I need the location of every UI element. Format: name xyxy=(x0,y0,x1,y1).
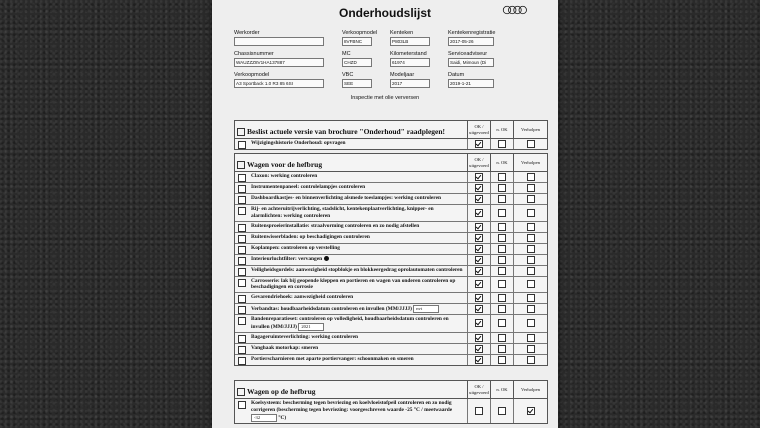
checklist-item xyxy=(235,355,467,365)
checkbox-cell-fix xyxy=(513,194,547,204)
field-label: VBC xyxy=(342,72,354,78)
item-text: Gevarendriehoek: aanwezigheid controleren xyxy=(251,294,354,300)
checkbox-cell-fix xyxy=(513,399,547,423)
checkbox-cell-fix xyxy=(513,244,547,254)
item-checkbox[interactable] xyxy=(238,401,246,409)
field-label: Serviceadviseur xyxy=(448,51,488,57)
checkbox-cell-ok xyxy=(467,172,490,182)
checklist-row xyxy=(235,139,547,149)
item-checkbox[interactable] xyxy=(238,268,246,276)
wagen-voor-hefbrug-section xyxy=(234,153,548,366)
checklist-row xyxy=(235,255,547,266)
item-checkbox[interactable] xyxy=(238,207,246,215)
ok-checkbox[interactable] xyxy=(475,407,483,415)
section-title: Beslist actuele versie van brochure "Onderhoud" raadplegen! xyxy=(247,127,446,136)
checkbox-cell-fix xyxy=(513,293,547,303)
ok-checkbox[interactable] xyxy=(475,195,483,203)
mc-field[interactable]: CHZD xyxy=(342,58,372,67)
checkbox-cell-nok xyxy=(490,222,513,232)
checkbox-cell-fix xyxy=(513,344,547,354)
fix-checkbox[interactable] xyxy=(527,209,535,217)
nok-checkbox[interactable] xyxy=(498,256,506,264)
checkbox-cell-nok xyxy=(490,255,513,265)
checklist-row xyxy=(235,233,547,244)
checkbox-cell-fix xyxy=(513,304,547,314)
item-input-field[interactable]: 2021 xyxy=(298,323,324,331)
item-checkbox[interactable] xyxy=(238,257,246,265)
item-checkbox[interactable] xyxy=(238,306,246,314)
checkbox-cell-nok xyxy=(490,293,513,303)
item-checkbox[interactable] xyxy=(238,224,246,232)
checklist-row xyxy=(235,205,547,222)
checklist-item xyxy=(235,255,467,265)
checklist-item xyxy=(235,183,467,193)
section-header xyxy=(235,381,547,399)
checkbox-cell-fix xyxy=(513,172,547,182)
checkbox-cell-fix xyxy=(513,205,547,221)
checkbox-cell-nok xyxy=(490,205,513,221)
item-checkbox[interactable] xyxy=(238,279,246,287)
checklist-row xyxy=(235,304,547,315)
checklist-row xyxy=(235,222,547,233)
checkbox-cell-fix xyxy=(513,277,547,293)
fix-checkbox[interactable] xyxy=(527,305,535,313)
nok-checkbox[interactable] xyxy=(498,334,506,342)
field-label: MC xyxy=(342,51,351,57)
checkbox-cell-ok xyxy=(467,333,490,343)
checkbox-cell-ok xyxy=(467,139,490,149)
nok-checkbox[interactable] xyxy=(498,184,506,192)
item-text: Carrosserie: lak bij geopende kleppen en portieren en wagen van onderen controleren op beschadigingen en corrosie xyxy=(251,277,456,291)
nok-checkbox[interactable] xyxy=(498,305,506,313)
checklist-row xyxy=(235,355,547,365)
fix-checkbox[interactable] xyxy=(527,256,535,264)
checklist-row xyxy=(235,333,547,344)
checkbox-cell-fix xyxy=(513,139,547,149)
fix-checkbox[interactable] xyxy=(527,223,535,231)
fix-checkbox[interactable] xyxy=(527,280,535,288)
checkbox-cell-fix xyxy=(513,333,547,343)
checkbox-cell-fix xyxy=(513,315,547,332)
wagen-op-hefbrug-section xyxy=(234,380,548,424)
checkbox-cell-nok xyxy=(490,183,513,193)
field-label: Kentekenregistratie xyxy=(448,30,496,36)
item-checkbox[interactable] xyxy=(238,335,246,343)
nok-checkbox[interactable] xyxy=(498,195,506,203)
column-ok: OK / uitgevoerd xyxy=(467,121,490,138)
checkbox-cell-nok xyxy=(490,233,513,243)
checkbox-cell-fix xyxy=(513,222,547,232)
item-text: Dashboardkastjes- en binnenverlichting alsmede toeslampjes: werking controleren xyxy=(251,195,441,201)
nok-checkbox[interactable] xyxy=(498,294,506,302)
nok-checkbox[interactable] xyxy=(498,407,506,415)
item-text: Verbandtas: houdbaarheidsdatum controleren en invullen (MM/JJJJ) xyxy=(251,306,412,313)
ok-checkbox[interactable] xyxy=(475,140,483,148)
item-input-field[interactable]: -32 xyxy=(251,414,277,422)
checklist-item xyxy=(235,399,467,423)
marker-dot-icon xyxy=(324,256,329,261)
ok-checkbox[interactable] xyxy=(475,245,483,253)
checkbox-cell-ok xyxy=(467,315,490,332)
kilometerstand-field[interactable]: 61974 xyxy=(390,58,430,67)
ok-checkbox[interactable] xyxy=(475,184,483,192)
section-checkbox[interactable] xyxy=(237,388,245,396)
field-label: Modeljaar xyxy=(390,72,415,78)
item-text: Ruitensproeierinstallatie: straalvorming controleren en zo nodig afstellen xyxy=(251,222,420,229)
item-suffix: °C) xyxy=(278,414,287,421)
item-text: Veiligheidsgordels: aanwezigheid stopblokje en blokkeergedrag oprolautomaten controleren xyxy=(251,266,463,273)
field-label: Verkoopmodel xyxy=(234,72,270,78)
checklist-row xyxy=(235,344,547,355)
checkbox-cell-nok xyxy=(490,399,513,423)
kenteken-field[interactable]: P803LB xyxy=(390,37,430,46)
item-text: Rij- en achteruitrijverlichting, stadslicht, kentekenplaatverlichting, knipper- en alarmlichten: werking controleren xyxy=(251,206,434,219)
checklist-row xyxy=(235,277,547,294)
vehicle-info-fields xyxy=(234,30,550,93)
checkbox-cell-nok xyxy=(490,304,513,314)
ok-checkbox[interactable] xyxy=(475,345,483,353)
checklist-row xyxy=(235,172,547,183)
audi-rings-logo xyxy=(502,5,528,15)
checklist-item xyxy=(235,333,467,343)
column-nok: n. OK xyxy=(490,154,513,171)
checkbox-cell-nok xyxy=(490,194,513,204)
nok-checkbox[interactable] xyxy=(498,223,506,231)
field-label: Werkorder xyxy=(234,30,260,36)
fix-checkbox[interactable] xyxy=(527,140,535,148)
section-checkbox[interactable] xyxy=(237,161,245,169)
checkbox-cell-ok xyxy=(467,233,490,243)
checkbox-cell-ok xyxy=(467,304,490,314)
fix-checkbox[interactable] xyxy=(527,345,535,353)
item-checkbox[interactable] xyxy=(238,141,246,149)
nok-checkbox[interactable] xyxy=(498,319,506,327)
ok-checkbox[interactable] xyxy=(475,305,483,313)
checklist-item xyxy=(235,344,467,354)
item-text: Claxon: werking controleren xyxy=(251,173,318,179)
checkbox-cell-ok xyxy=(467,293,490,303)
checklist-row xyxy=(235,194,547,205)
checklist-row xyxy=(235,315,547,333)
checklist-row xyxy=(235,293,547,304)
checkbox-cell-ok xyxy=(467,266,490,276)
checklist-row xyxy=(235,399,547,423)
checkbox-cell-ok xyxy=(467,277,490,293)
nok-checkbox[interactable] xyxy=(498,267,506,275)
fix-checkbox[interactable] xyxy=(527,294,535,302)
checkbox-cell-nok xyxy=(490,266,513,276)
fix-checkbox[interactable] xyxy=(527,267,535,275)
maintenance-checklist-sheet xyxy=(212,0,558,428)
ok-checkbox[interactable] xyxy=(475,173,483,181)
checklist-item xyxy=(235,194,467,204)
item-checkbox[interactable] xyxy=(238,357,246,365)
werkorder-field[interactable] xyxy=(234,37,324,46)
item-text: Bandenreparatieset: controleren op volledigheid, houdbaarheidsdatum controleren en invullen (MM/JJJJ) xyxy=(251,316,449,330)
checklist-item xyxy=(235,205,467,221)
fix-checkbox[interactable] xyxy=(527,234,535,242)
checkbox-cell-ok xyxy=(467,183,490,193)
checkbox-cell-ok xyxy=(467,222,490,232)
column-verholpen: Verholpen xyxy=(513,154,547,171)
ok-checkbox[interactable] xyxy=(475,209,483,217)
page-title: Onderhoudslijst xyxy=(338,6,431,20)
section-title: Wagen voor de hefbrug xyxy=(247,160,323,169)
checklist-row xyxy=(235,183,547,194)
checklist-item xyxy=(235,139,467,149)
item-checkbox[interactable] xyxy=(238,246,246,254)
nok-checkbox[interactable] xyxy=(498,280,506,288)
checklist-row xyxy=(235,266,547,277)
checklist-row xyxy=(235,244,547,255)
field-label: Verkoopmodel xyxy=(342,30,378,36)
item-text: Wijzigingshistorie Onderhoud: opvragen xyxy=(251,140,346,146)
nok-checkbox[interactable] xyxy=(498,345,506,353)
checklist-item xyxy=(235,233,467,243)
modeljaar-field[interactable]: 2017 xyxy=(390,79,430,88)
checkbox-cell-ok xyxy=(467,399,490,423)
checkbox-cell-ok xyxy=(467,355,490,365)
nok-checkbox[interactable] xyxy=(498,234,506,242)
section-header xyxy=(235,154,547,172)
fix-checkbox[interactable] xyxy=(527,184,535,192)
checkbox-cell-nok xyxy=(490,315,513,332)
checklist-item xyxy=(235,172,467,182)
item-text: Interieurluchtfilter: vervangen xyxy=(251,255,323,262)
checkbox-cell-ok xyxy=(467,344,490,354)
serviceadviseur-field[interactable]: Saidi, Mimoun (Di xyxy=(448,58,494,67)
ok-checkbox[interactable] xyxy=(475,280,483,288)
datum-field[interactable]: 2019-1-21 xyxy=(448,79,494,88)
column-ok: OK / uitgevoerd xyxy=(467,154,490,171)
checkbox-cell-fix xyxy=(513,355,547,365)
item-input-field[interactable]: nvt xyxy=(413,305,439,313)
item-text: Bagageruimteverlichting: werking controleren xyxy=(251,333,358,340)
ok-checkbox[interactable] xyxy=(475,334,483,342)
checkbox-cell-ok xyxy=(467,244,490,254)
verkoopmodel-field[interactable]: A3 Sportback 1.0 R3 85 6SI xyxy=(234,79,324,88)
item-checkbox[interactable] xyxy=(238,317,246,325)
column-ok: OK / uitgevoerd xyxy=(467,381,490,398)
checkbox-cell-nok xyxy=(490,277,513,293)
nok-checkbox[interactable] xyxy=(498,209,506,217)
section-title: Wagen op de hefbrug xyxy=(247,387,316,396)
item-checkbox[interactable] xyxy=(238,295,246,303)
checklist-item xyxy=(235,315,467,332)
checkbox-cell-nok xyxy=(490,355,513,365)
ok-checkbox[interactable] xyxy=(475,234,483,242)
column-nok: n. OK xyxy=(490,121,513,138)
item-checkbox[interactable] xyxy=(238,346,246,354)
item-text: Koplampen: controleren op verstelling xyxy=(251,244,340,251)
checkbox-cell-fix xyxy=(513,266,547,276)
ok-checkbox[interactable] xyxy=(475,319,483,327)
item-checkbox[interactable] xyxy=(238,185,246,193)
ok-checkbox[interactable] xyxy=(475,223,483,231)
item-text: Vanghaak motorkap: smeren xyxy=(251,344,319,351)
item-checkbox[interactable] xyxy=(238,235,246,243)
checkbox-cell-ok xyxy=(467,194,490,204)
checkbox-cell-nok xyxy=(490,344,513,354)
field-label: Chassisnummer xyxy=(234,51,274,57)
vbc-field[interactable]: SEE xyxy=(342,79,372,88)
section-checkbox[interactable] xyxy=(237,128,245,136)
fix-checkbox[interactable] xyxy=(527,195,535,203)
checkbox-cell-fix xyxy=(513,183,547,193)
checkbox-cell-nok xyxy=(490,172,513,182)
item-checkbox[interactable] xyxy=(238,174,246,182)
item-checkbox[interactable] xyxy=(238,196,246,204)
nok-checkbox[interactable] xyxy=(498,245,506,253)
item-text: Portierscharnieren met aparte portiervanger: schoonmaken en smeren xyxy=(251,355,414,362)
column-verholpen: Verholpen xyxy=(513,121,547,138)
fix-checkbox[interactable] xyxy=(527,319,535,327)
field-label: Datum xyxy=(448,72,465,78)
checklist-item xyxy=(235,244,467,254)
chassis-field[interactable]: WAUZZZ8V1HA137887 xyxy=(234,58,324,67)
fix-checkbox[interactable] xyxy=(527,356,535,364)
checkbox-cell-ok xyxy=(467,205,490,221)
nok-checkbox[interactable] xyxy=(498,356,506,364)
checkbox-cell-ok xyxy=(467,255,490,265)
nok-checkbox[interactable] xyxy=(498,140,506,148)
checklist-item xyxy=(235,266,467,276)
item-text: Ruitenwisserbladen: op beschadigingen controleren xyxy=(251,233,370,240)
field-label: Kilometerstand xyxy=(390,51,427,57)
column-nok: n. OK xyxy=(490,381,513,398)
field-label: Kenteken xyxy=(390,30,414,36)
checklist-item xyxy=(235,222,467,232)
ok-checkbox[interactable] xyxy=(475,256,483,264)
column-verholpen: Verholpen xyxy=(513,381,547,398)
checkbox-cell-fix xyxy=(513,233,547,243)
checkbox-cell-fix xyxy=(513,255,547,265)
ok-checkbox[interactable] xyxy=(475,294,483,302)
fix-checkbox[interactable] xyxy=(527,245,535,253)
fix-checkbox[interactable] xyxy=(527,334,535,342)
checklist-item xyxy=(235,293,467,303)
registratie-field[interactable]: 2017-05-26 xyxy=(448,37,494,46)
item-text: Koelsysteem: bescherming tegen bevriezing en koelvloeistofpeil controleren en zo nodig corrigeren (bescherming tegen bevriezing: voorgeschreven waarde -25 °C / meetwaarde xyxy=(251,400,453,413)
ok-checkbox[interactable] xyxy=(475,356,483,364)
checkbox-cell-nok xyxy=(490,244,513,254)
checklist-item xyxy=(235,277,467,293)
checklist-item xyxy=(235,304,467,314)
fix-checkbox[interactable] xyxy=(527,173,535,181)
nok-checkbox[interactable] xyxy=(498,173,506,181)
inspection-type: Inspectie met olie verversen xyxy=(350,95,420,101)
verkoopmodel-code-field[interactable]: 8VFBNC xyxy=(342,37,372,46)
item-text: Instrumentenpaneel: controlelampjes controleren xyxy=(251,184,366,190)
section-header xyxy=(235,121,547,139)
brochure-section xyxy=(234,120,548,150)
checkbox-cell-nok xyxy=(490,333,513,343)
checkbox-cell-nok xyxy=(490,139,513,149)
ok-checkbox[interactable] xyxy=(475,267,483,275)
fix-checkbox[interactable] xyxy=(527,407,535,415)
